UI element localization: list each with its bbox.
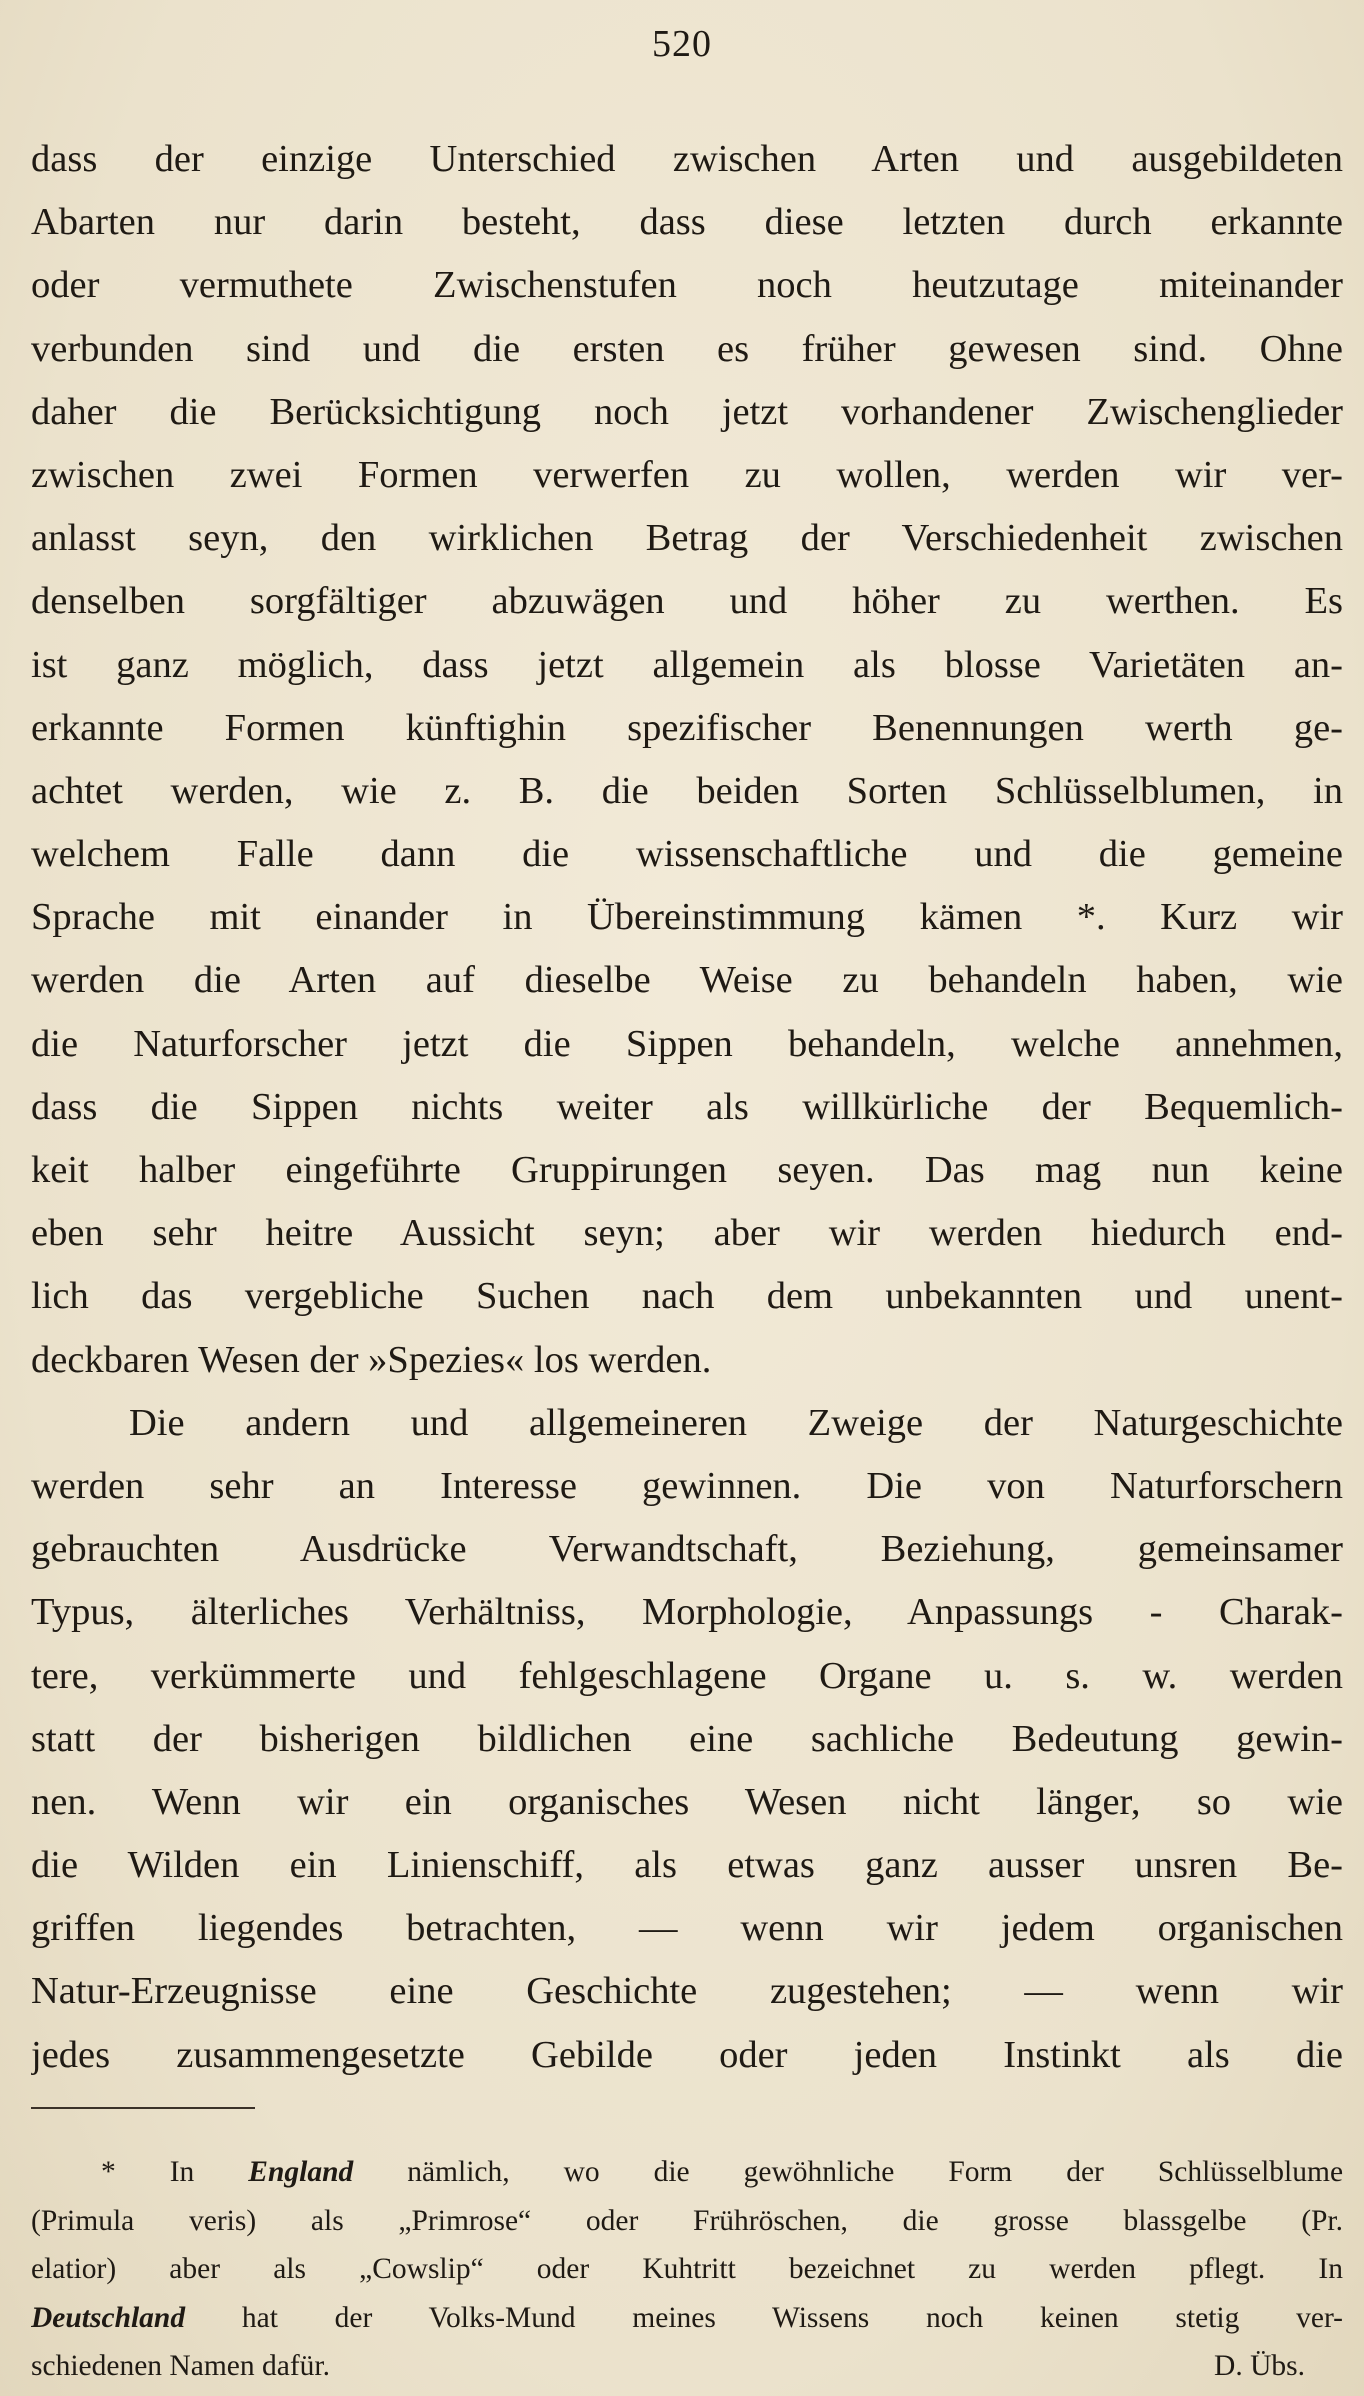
footnote-text: hat der Volks-Mund meines Wissens noch keinen stetig ver- xyxy=(241,2301,1343,2334)
text-line: denselben sorgfältiger abzuwägen und höher zu werthen. Es xyxy=(31,580,1343,623)
footnote-text: In xyxy=(169,2156,195,2188)
text-line: anlasst seyn, den wirklichen Betrag der Verschiedenheit zwischen xyxy=(31,517,1343,560)
footnote-text: schiedenen Namen dafür. xyxy=(31,2350,330,2383)
text-line: griffen liegendes betrachten, — wenn wir jedem organischen xyxy=(31,1907,1343,1950)
text-line: welchem Falle dann die wissenschaftliche und die gemeine xyxy=(31,833,1343,876)
footnote-line: (Primula veris) als „Primrose“ oder Frühröschen, die grosse blassgelbe (Pr. xyxy=(31,2204,1343,2237)
footnote-emphasis: England xyxy=(248,2156,354,2188)
footnote-line xyxy=(31,2342,1343,2391)
paragraph-end-line: deckbaren Wesen der »Spezies« los werden. xyxy=(31,1338,712,1381)
footnote xyxy=(31,2148,1343,2391)
text-line: dass der einzige Unterschied zwischen Arten und ausgebildeten xyxy=(31,138,1343,180)
text-line: nen. Wenn wir ein organisches Wesen nicht länger, so wie xyxy=(31,1780,1343,1823)
text-line: Natur-Erzeugnisse eine Geschichte zugestehen; — wenn wir xyxy=(31,1970,1343,2013)
translator-signature: D. Übs. xyxy=(1214,2350,1305,2383)
text-line: werden die Arten auf dieselbe Weise zu behandeln haben, wie xyxy=(31,959,1343,1002)
text-line: ist ganz möglich, dass jetzt allgemein als blosse Varietäten an- xyxy=(31,643,1343,686)
text-line: zwischen zwei Formen verwerfen zu wollen, werden wir ver- xyxy=(31,453,1343,496)
text-line: eben sehr heitre Aussicht seyn; aber wir werden hiedurch end- xyxy=(31,1212,1343,1255)
page-number: 520 xyxy=(652,23,712,65)
text-line: gebrauchten Ausdrücke Verwandtschaft, Beziehung, gemeinsamer xyxy=(31,1528,1343,1571)
text-line: statt der bisherigen bildlichen eine sachliche Bedeutung gewin- xyxy=(31,1717,1343,1760)
text-line: verbunden sind und die ersten es früher gewesen sind. Ohne xyxy=(31,327,1343,370)
paragraph-start-line: Die andern und allgemeineren Zweige der Naturgeschichte xyxy=(129,1401,1343,1444)
text-line: werden sehr an Interesse gewinnen. Die von Naturforschern xyxy=(31,1464,1343,1507)
footnote-line xyxy=(31,2148,1343,2197)
text-line: Abarten nur darin besteht, dass diese letzten durch erkannte xyxy=(31,201,1343,244)
text-line: daher die Berücksichtigung noch jetzt vorhandener Zwischenglieder xyxy=(31,390,1343,433)
text-line: tere, verkümmerte und fehlgeschlagene Organe u. s. w. werden xyxy=(31,1654,1343,1697)
footnote-marker: * xyxy=(101,2156,116,2188)
text-line: lich das vergebliche Suchen nach dem unbekannten und unent- xyxy=(31,1275,1343,1318)
footnote-line: elatior) aber als „Cowslip“ oder Kuhtritt bezeichnet zu werden pflegt. In xyxy=(31,2253,1343,2286)
footnote-divider xyxy=(31,2107,255,2109)
footnote-text: nämlich, wo die gewöhnliche Form der Schlüsselblume xyxy=(407,2156,1343,2188)
body-text xyxy=(31,128,1343,2087)
text-line: die Wilden ein Linienschiff, als etwas ganz ausser unsren Be- xyxy=(31,1844,1343,1887)
text-line: Sprache mit einander in Übereinstimmung kämen *. Kurz wir xyxy=(31,896,1343,939)
text-line: jedes zusammengesetzte Gebilde oder jeden Instinkt als die xyxy=(31,2033,1343,2076)
text-line: die Naturforscher jetzt die Sippen behandeln, welche annehmen, xyxy=(31,1022,1343,1065)
text-line: Typus, älterliches Verhältniss, Morphologie, Anpassungs - Charak- xyxy=(31,1591,1343,1634)
footnote-emphasis: Deutschland xyxy=(31,2301,186,2334)
text-line: keit halber eingeführte Gruppirungen seyen. Das mag nun keine xyxy=(31,1149,1343,1191)
text-line: oder vermuthete Zwischenstufen noch heutzutage miteinander xyxy=(31,264,1343,307)
text-line: erkannte Formen künftighin spezifischer Benennungen werth ge- xyxy=(31,706,1343,749)
text-line: achtet werden, wie z. B. die beiden Sorten Schlüsselblumen, in xyxy=(31,769,1343,812)
footnote-line xyxy=(31,2294,1343,2343)
text-line: dass die Sippen nichts weiter als willkürliche der Bequemlich- xyxy=(31,1085,1343,1128)
